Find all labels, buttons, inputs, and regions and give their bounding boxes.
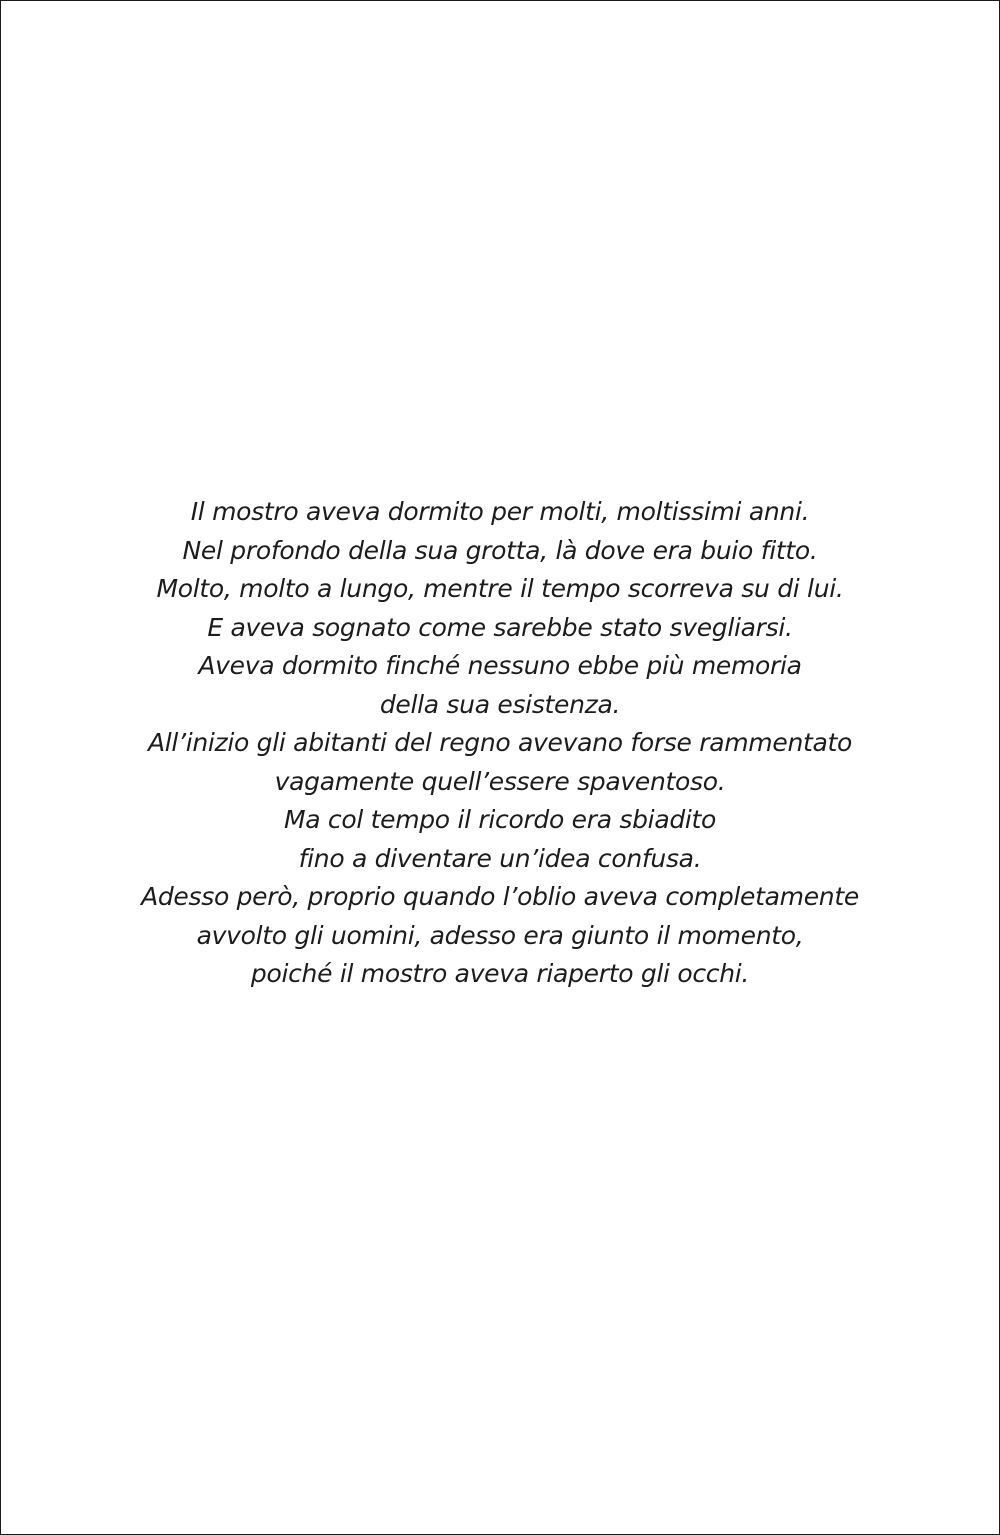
epigraph-line: della sua esistenza. [379,689,621,719]
epigraph-line: Il mostro aveva dormito per molti, moltissimi anni. [190,497,810,526]
epigraph-line: poiché il mostro aveva riaperto gli occhi. [250,959,750,988]
epigraph-line: Ma col tempo il ricordo era sbiadito [283,805,717,834]
epigraph-line: avvolto gli uomini, adesso era giunto il momento, [196,920,804,950]
epigraph-text [1,493,999,994]
epigraph-line: Adesso però, proprio quando l’oblio aveva completamente [141,882,859,911]
epigraph-line: Molto, molto a lungo, mentre il tempo scorreva su di lui. [156,574,844,603]
epigraph-line: fino a diventare un’idea confusa. [298,843,702,873]
epigraph-line: Aveva dormito finché nessuno ebbe più memoria [198,651,802,680]
epigraph-line: vagamente quell’essere spaventoso. [274,766,726,796]
epigraph-line: All’inizio gli abitanti del regno avevano forse rammentato [147,728,853,757]
epigraph-line: Nel profondo della sua grotta, là dove era buio fitto. [182,535,818,565]
epigraph-line: E aveva sognato come sarebbe stato svegliarsi. [207,612,793,642]
